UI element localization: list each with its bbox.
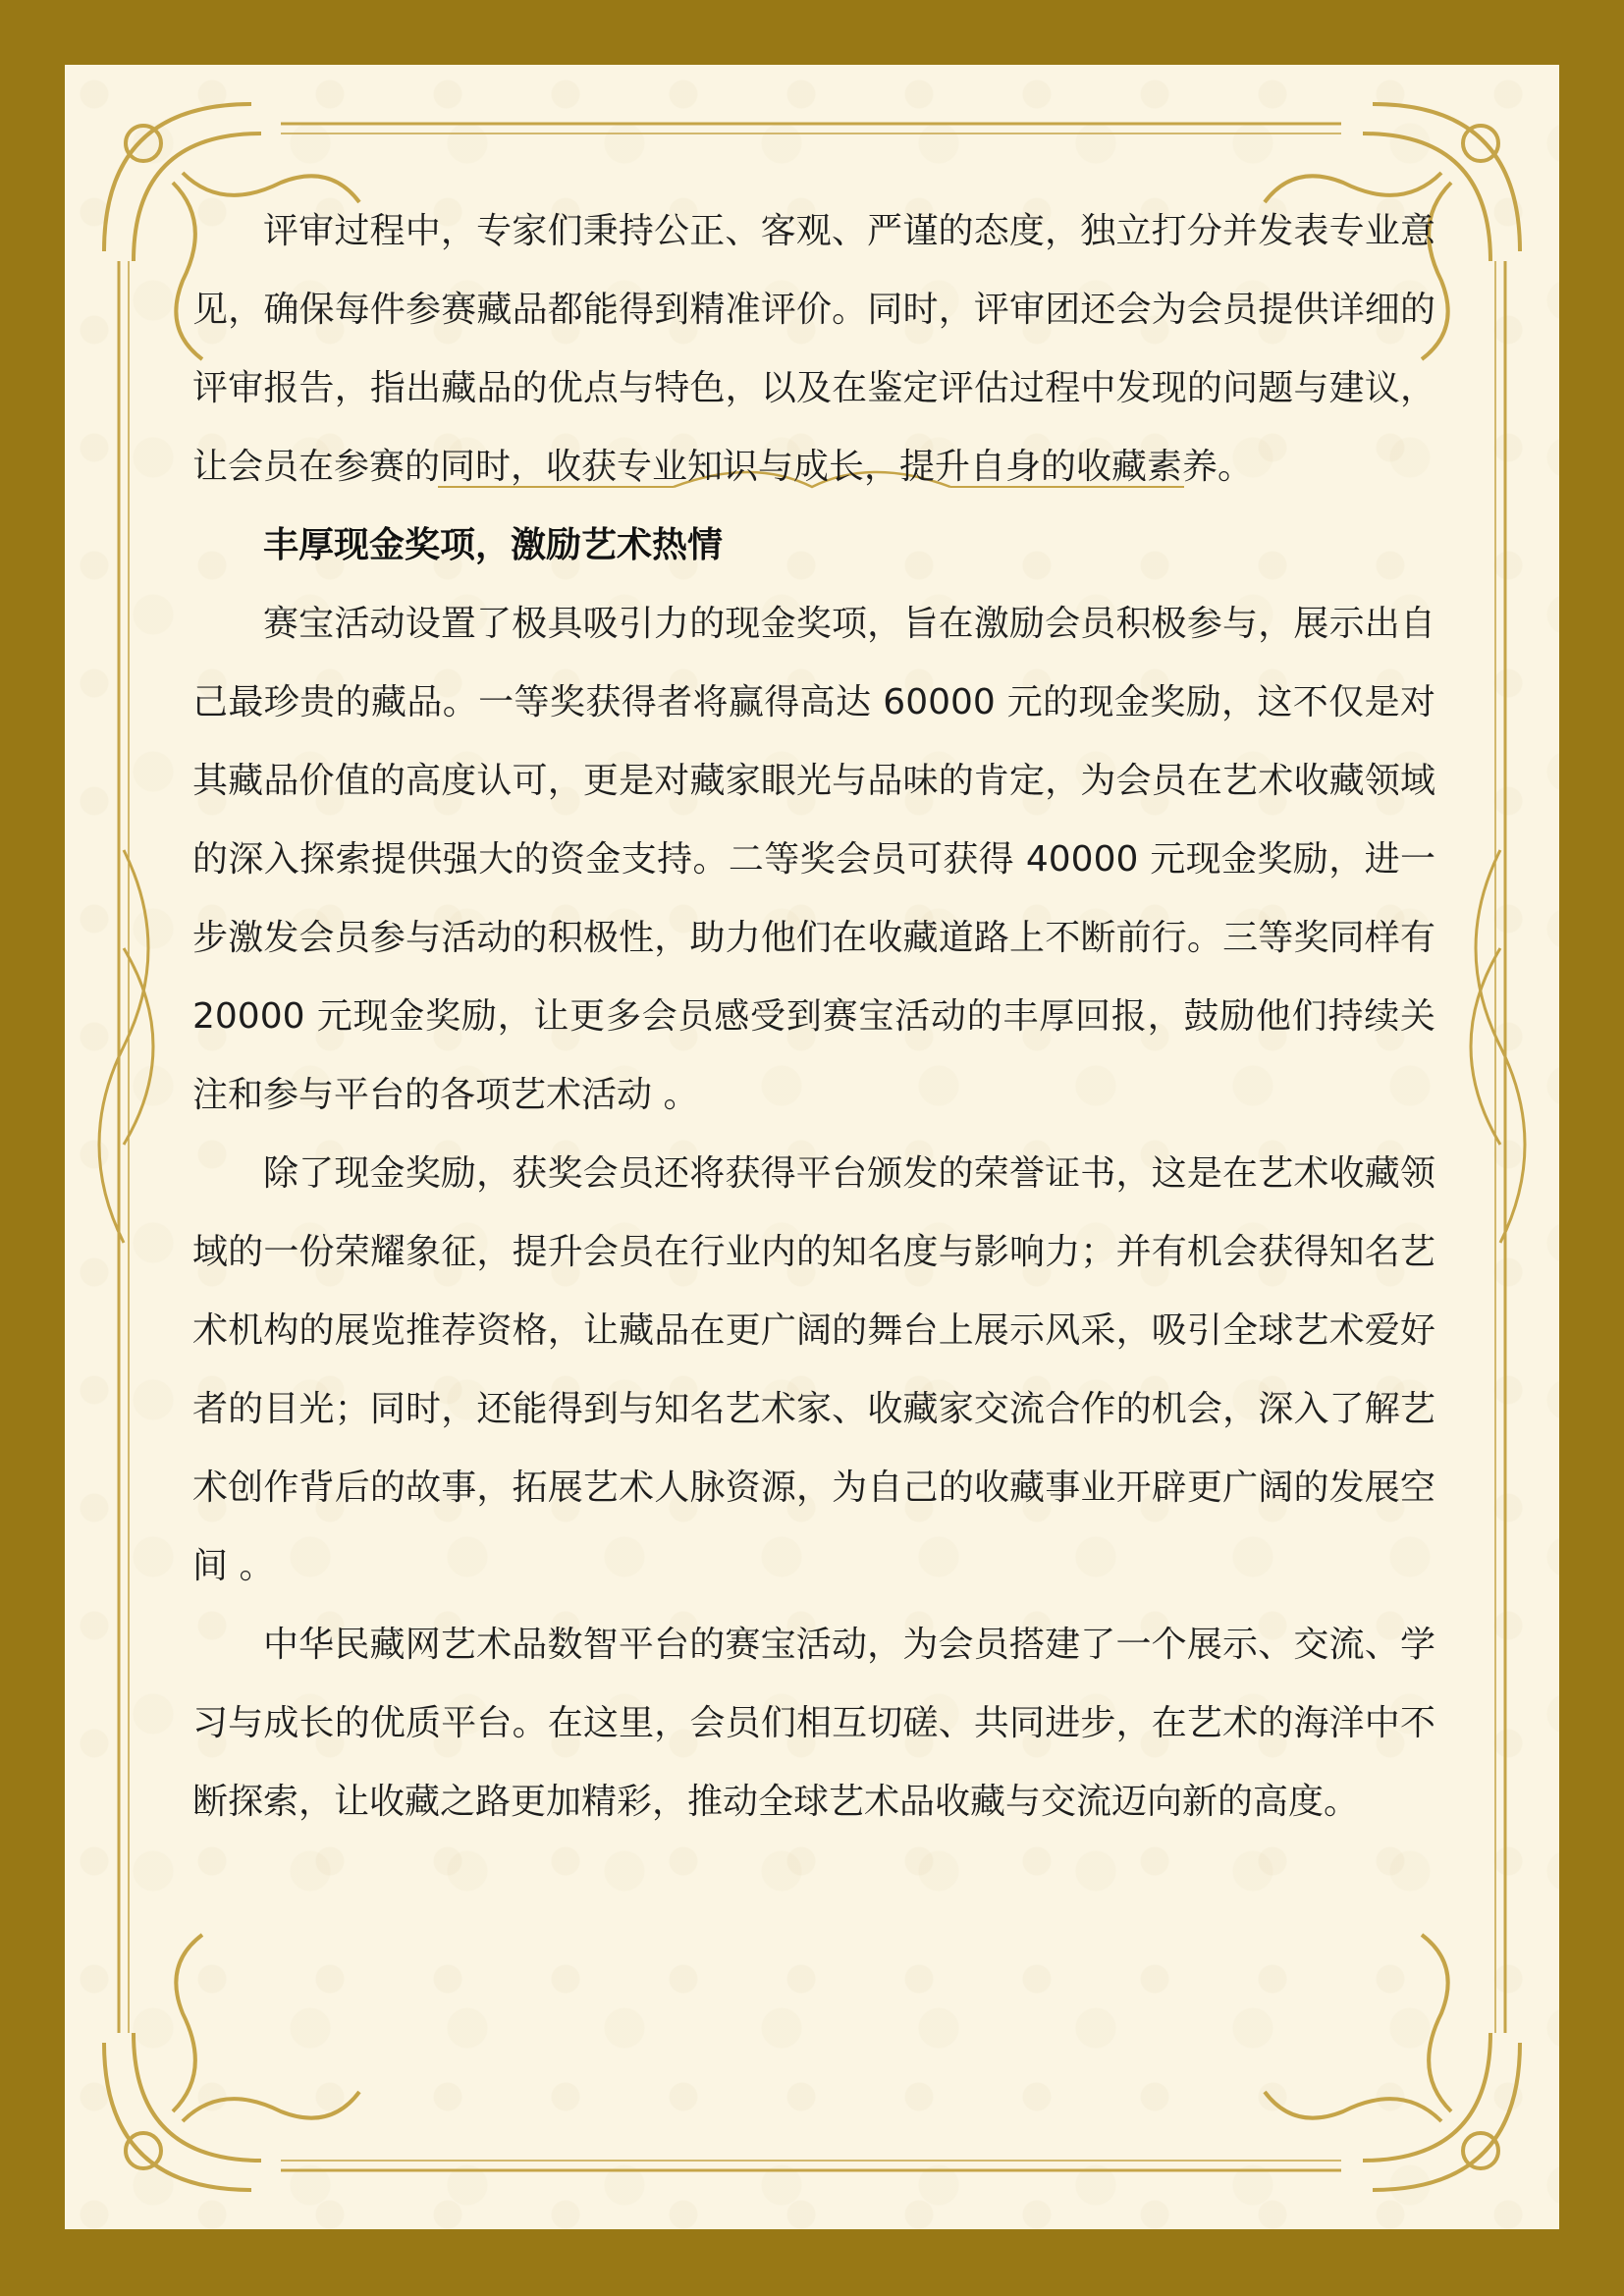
paragraph-conclusion: 中华民藏网艺术品数智平台的赛宝活动，为会员搭建了一个展示、交流、学习与成长的优质平台。在这里，会员们相互切磋、共同进步，在艺术的海洋中不断探索，让收藏之路更加精彩，推动全球艺术品收藏与交流迈向新的高度。 (192, 1625, 1435, 1822)
paragraph-honors: 除了现金奖励，获奖会员还将获得平台颁发的荣誉证书，这是在艺术收藏领域的一份荣耀象征，提升会员在行业内的知名度与影响力；并有机会获得知名艺术机构的展览推荐资格，让藏品在更广阔的舞台上展示风采，吸引全球艺术爱好者的目光；同时，还能得到与知名艺术家、收藏家交流合作的机会，深入了解艺术创作背后的故事，拓展艺术人脉资源，为自己的收藏事业开辟更广阔的发展空间 。 (192, 1153, 1435, 1586)
side-scroll-left (99, 850, 153, 1243)
paragraph-review-process: 评审过程中，专家们秉持公正、客观、严谨的态度，独立打分并发表专业意见，确保每件参赛藏品都能得到精准评价。同时，评审团还会为会员提供详细的评审报告，指出藏品的优点与特色，以及在鉴定评估过程中发现的问题与建议，让会员在参赛的同时，收获专业知识与成长，提升自身的收藏素养。 (192, 211, 1435, 487)
section-heading-cash-awards: 丰厚现金奖项，激励艺术热情 (263, 525, 724, 565)
paragraph-cash-awards: 赛宝活动设置了极具吸引力的现金奖项，旨在激励会员积极参与，展示出自己最珍贵的藏品。一等奖获得者将赢得高达 60000 元的现金奖励，这不仅是对其藏品价值的高度认可，更是对藏家眼光与品味的肯定，为会员在艺术收藏领域的深入探索提供强大的资金支持。二等奖会员可获得 40000 元现金奖励，进一步激发会员参与活动的积极性，助力他们在收藏道路上不断前行。三等奖同样有 20000 元现金奖励，让更多会员感受到赛宝活动的丰厚回报，鼓励他们持续关注和参与平台的各项艺术活动 。 (192, 604, 1435, 1115)
document-body (192, 192, 1435, 1842)
side-scroll-right (1471, 850, 1525, 1243)
corner-flourish-bottom-left (104, 1935, 359, 2190)
corner-flourish-bottom-right (1265, 1935, 1520, 2190)
